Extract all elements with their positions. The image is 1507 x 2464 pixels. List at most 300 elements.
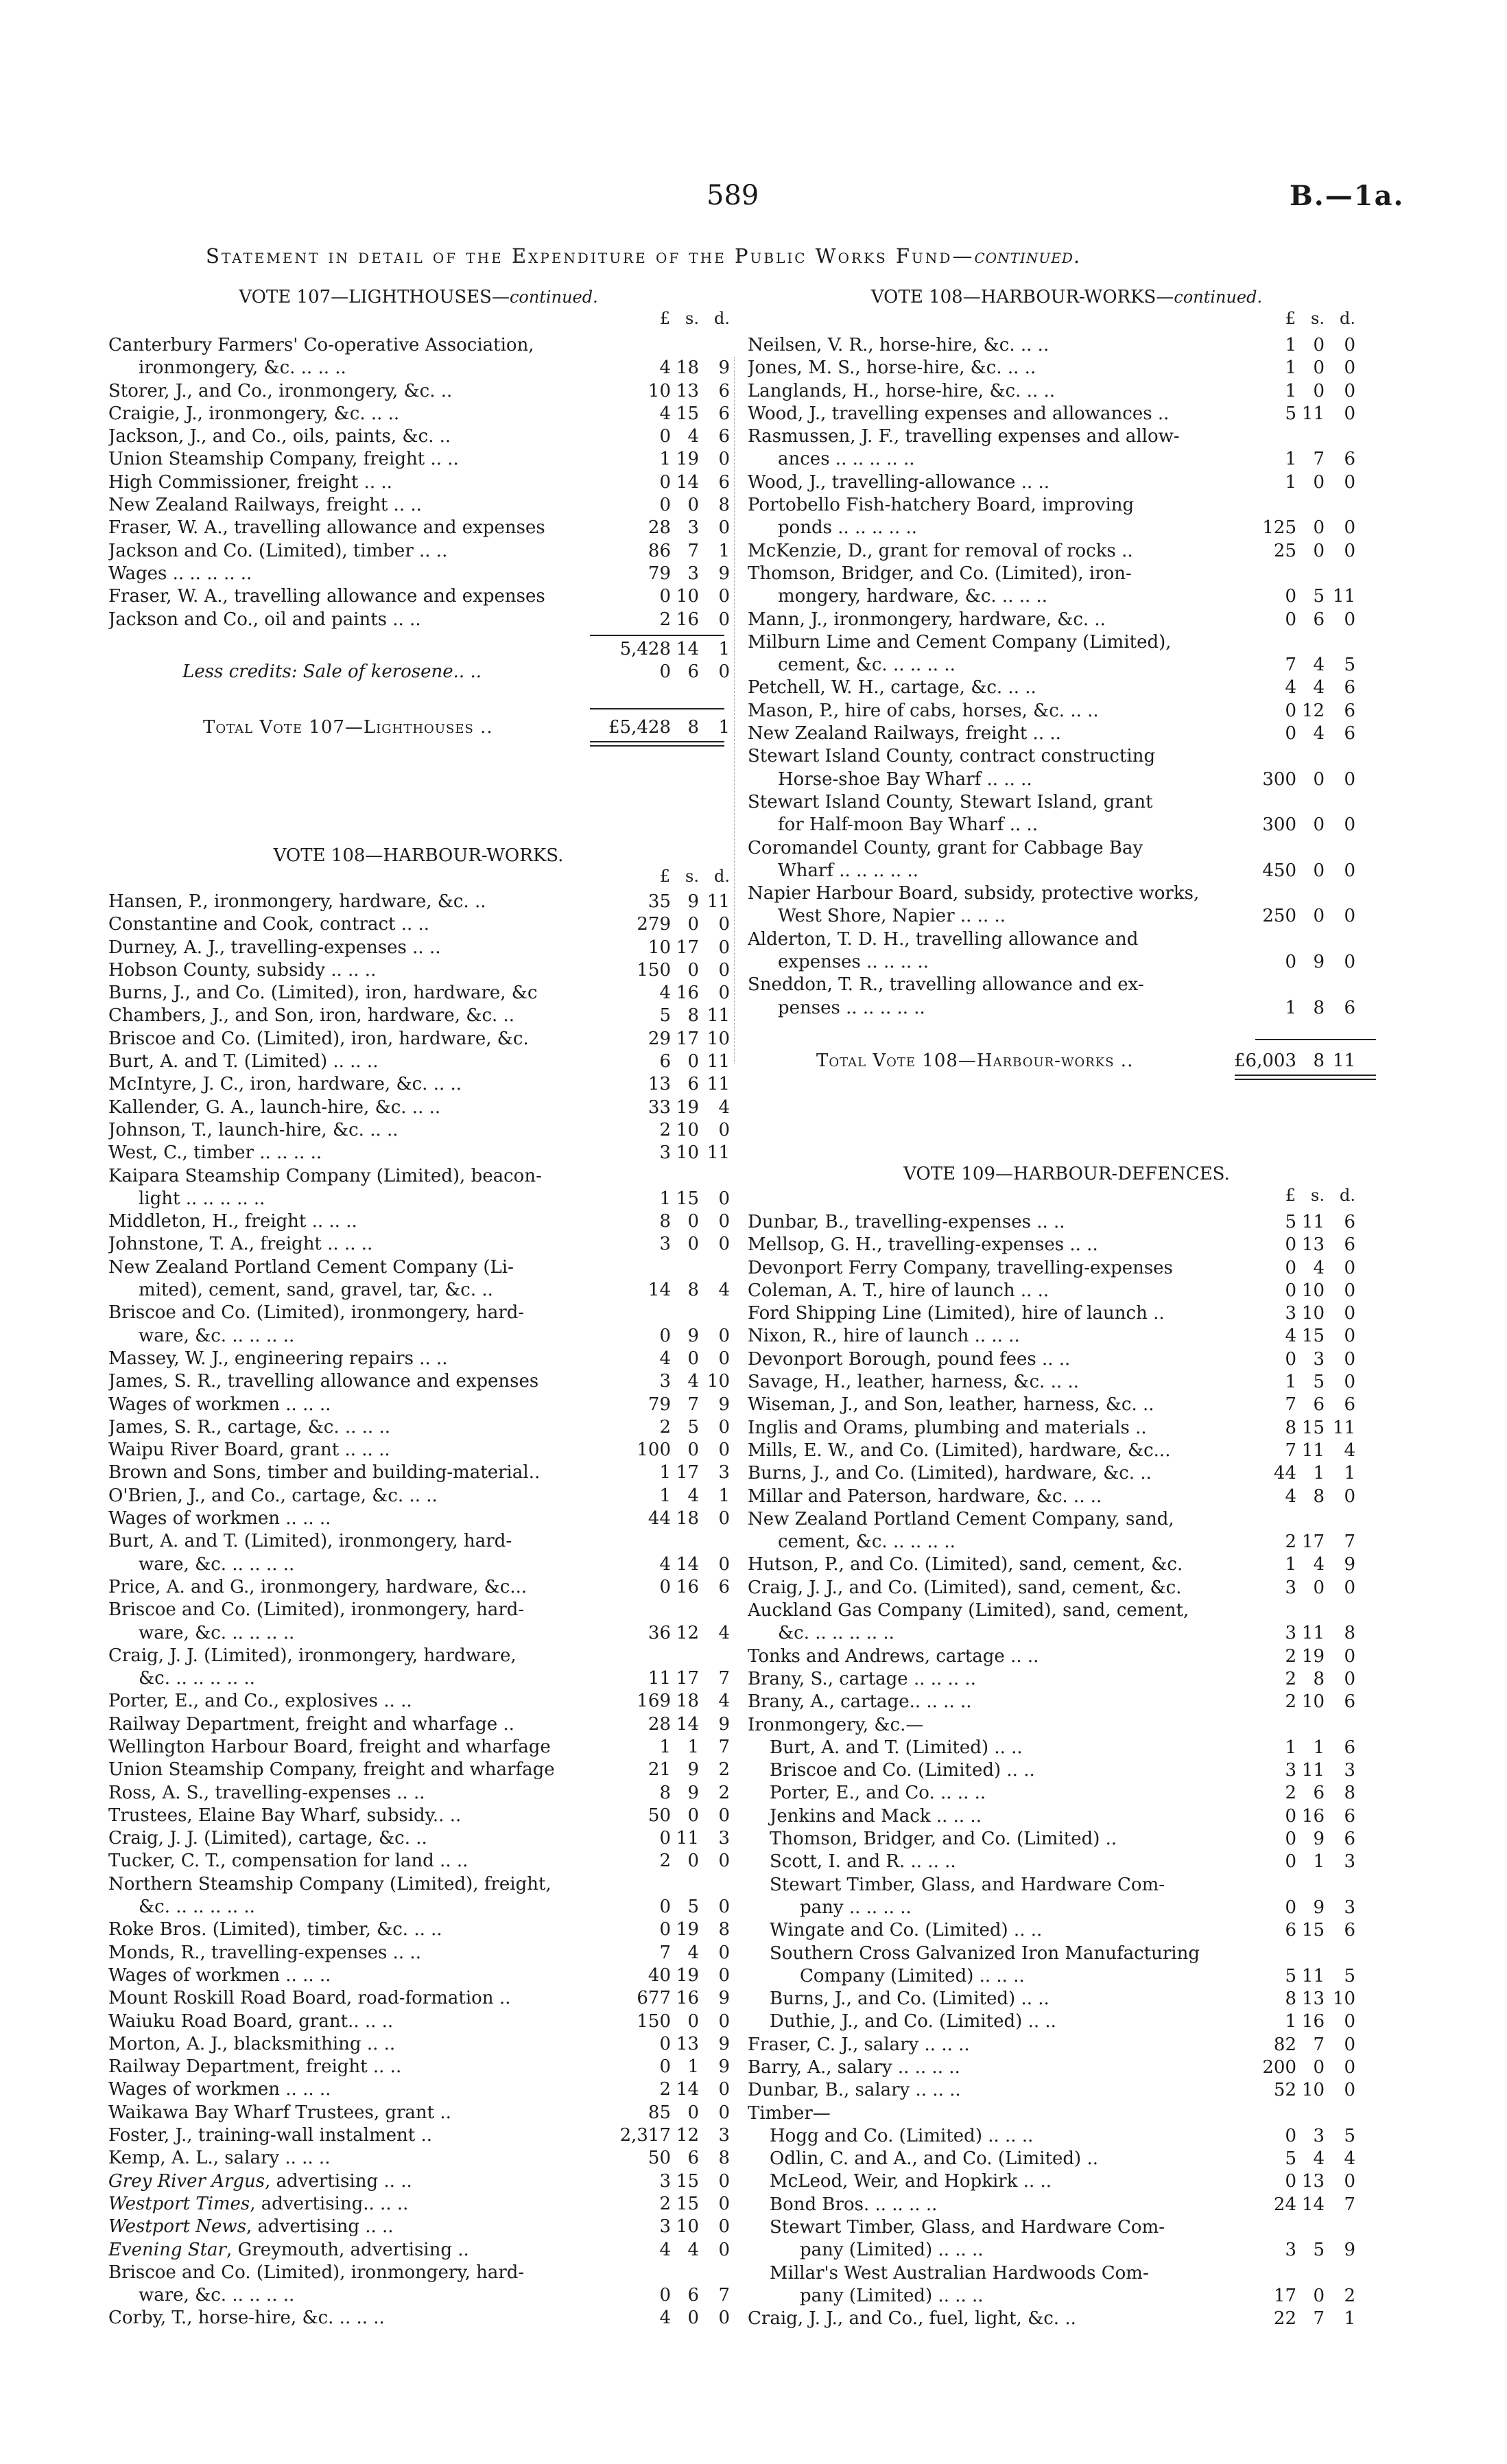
entry-description: Canterbury Farmers' Co-operative Association, <box>108 335 534 355</box>
amount-shillings: 12 <box>676 1622 699 1643</box>
amount-pounds: 2 <box>1285 1532 1296 1553</box>
amount-pence: 9 <box>718 1394 730 1415</box>
amount-pounds: 33 <box>648 1096 671 1118</box>
vote-107-less-credits: Less credits: Sale of kerosene.. .. 0 6 0 <box>182 661 730 683</box>
amount-shillings: 5 <box>1313 1372 1325 1393</box>
ledger-row <box>108 1667 730 1690</box>
amount-pounds: 3 <box>659 2170 671 2192</box>
amount-pounds: 44 <box>1273 1463 1296 1484</box>
amount-pounds: 4 <box>1285 1326 1296 1347</box>
amount-shillings: 8 <box>687 1005 699 1026</box>
amount-pence: 3 <box>718 1828 730 1849</box>
amount-shillings: 8 <box>1313 1486 1325 1507</box>
amount-pence: 0 <box>718 2308 730 2329</box>
ledger-row <box>108 2102 730 2124</box>
amount-pounds: 200 <box>1262 2056 1296 2078</box>
entry-description: Burns, J., and Co. (Limited) .. .. <box>770 1988 1049 2010</box>
amount-shillings: 0 <box>687 1805 699 1826</box>
amount-pence: 4 <box>1344 2148 1355 2170</box>
amount-pence: 1 <box>1344 1463 1355 1484</box>
amount-pence: 0 <box>718 1851 730 1872</box>
amount-pounds: 1 <box>1285 997 1296 1018</box>
amount-pence: 11 <box>707 891 730 912</box>
amount-pence: 0 <box>1344 1303 1355 1324</box>
ledger-row <box>108 1416 730 1439</box>
ledger-row <box>108 1896 730 1919</box>
ledger-row <box>748 1805 1386 1828</box>
vote-107-currency-header <box>108 307 730 330</box>
ledger-row <box>108 1142 730 1164</box>
entry-description: Thomson, Bridger, and Co. (Limited) .. <box>770 1829 1117 1850</box>
entry-description: Brany, A., cartage.. .. .. .. <box>748 1691 972 1713</box>
amount-shillings: 4 <box>1313 677 1325 699</box>
entry-description: Roke Bros. (Limited), timber, &c. .. .. <box>108 1919 442 1940</box>
ledger-row <box>748 882 1386 905</box>
ledger-row <box>748 1531 1386 1553</box>
ledger-row <box>748 1645 1386 1668</box>
amount-pounds: 0 <box>1285 1829 1296 1850</box>
entry-description: Fraser, C. J., salary .. .. .. <box>748 2034 970 2055</box>
amount-pounds: 0 <box>1285 1348 1296 1370</box>
amount-pence: 4 <box>718 1691 730 1712</box>
amount-pence: 1 <box>718 540 730 561</box>
entry-description: Price, A. and G., ironmongery, hardware, &c... <box>108 1576 527 1597</box>
entry-description: Burns, J., and Co. (Limited), hardware, &c. .. <box>748 1463 1152 1484</box>
amount-pence: 0 <box>718 449 730 470</box>
amount-shillings: 0 <box>1313 357 1325 379</box>
entry-description: Savage, H., leather, harness, &c. .. .. <box>748 1372 1079 1393</box>
ledger-row <box>748 1828 1386 1851</box>
entry-description: Devonport Ferry Company, travelling-expenses <box>748 1257 1173 1278</box>
amount-pounds: 0 <box>1285 1257 1296 1278</box>
amount-pounds: 2 <box>1285 1668 1296 1689</box>
ledger-row <box>748 1417 1386 1440</box>
amount-pence: 7 <box>1344 2194 1355 2215</box>
ledger-row <box>748 928 1386 951</box>
amount-pounds: 2 <box>659 1119 671 1140</box>
ledger-row <box>748 1988 1386 2010</box>
ledger-row <box>748 1553 1386 1576</box>
amount-shillings: 0 <box>1313 540 1325 561</box>
vote-108-double-rule-1 <box>1235 1075 1376 1076</box>
amount-pence: 0 <box>718 937 730 958</box>
entry-description: Portobello Fish-hatchery Board, improving <box>748 495 1135 516</box>
ledger-row <box>108 2170 730 2193</box>
amount-pence: 7 <box>718 1736 730 1757</box>
amount-pounds: 0 <box>659 2033 671 2054</box>
amount-pounds: 4 <box>659 403 671 424</box>
ledger-row <box>108 1051 730 1073</box>
amount-pence: 9 <box>718 1713 730 1735</box>
ledger-row <box>108 403 730 425</box>
entry-description: Wharf .. .. .. .. .. <box>778 860 918 881</box>
ledger-row <box>748 2216 1386 2239</box>
amount-shillings: 6 <box>1313 1394 1325 1416</box>
entry-description: Briscoe and Co. (Limited), iron, hardware, &c. <box>108 1028 529 1049</box>
amount-shillings: 5 <box>687 1897 699 1918</box>
entry-description: Massey, W. J., engineering repairs .. .. <box>108 1348 448 1369</box>
entry-description: Wages of workmen .. .. .. <box>108 1508 331 1529</box>
vote-108-total: Total Vote 108—Harbour-works .. £6,003 8 11 <box>748 1050 1386 1072</box>
entry-description: Tonks and Andrews, cartage .. .. <box>748 1645 1039 1667</box>
entry-description: Fraser, W. A., travelling allowance and expenses <box>108 586 545 607</box>
amount-pence: 0 <box>1344 2056 1355 2078</box>
ledger-row <box>108 1119 730 1142</box>
amount-shillings: 0 <box>1313 471 1325 493</box>
ledger-row <box>748 517 1386 539</box>
amount-pounds: 24 <box>1273 2194 1296 2215</box>
entry-description: penses .. .. .. .. .. <box>778 997 925 1018</box>
ledger-row <box>748 1599 1386 1622</box>
amount-pence: 2 <box>718 1759 730 1781</box>
amount-pence: 0 <box>718 2193 730 2214</box>
ledger-row <box>108 1713 730 1736</box>
ledger-row <box>108 2284 730 2307</box>
entry-description: Petchell, W. H., cartage, &c. .. .. <box>748 677 1036 699</box>
amount-shillings: 7 <box>687 540 699 561</box>
ledger-row <box>108 1188 730 1210</box>
ledger-row <box>108 357 730 379</box>
amount-pence: 3 <box>718 2125 730 2146</box>
ledger-row <box>108 2033 730 2056</box>
ledger-row <box>748 494 1386 517</box>
vote-108-items <box>108 891 730 2330</box>
ledger-row <box>748 1440 1386 1462</box>
entry-description: Corby, T., horse-hire, &c. .. .. .. <box>108 2308 385 2329</box>
amount-pence: 11 <box>707 1074 730 1095</box>
amount-pounds: 14 <box>648 1280 671 1301</box>
entry-description: McIntyre, J. C., iron, hardware, &c. .. .. <box>108 1074 462 1095</box>
entry-description: ware, &c. .. .. .. .. <box>139 1553 295 1575</box>
entry-description: Kemp, A. L., salary .. .. .. <box>108 2148 331 2169</box>
ledger-row <box>108 1325 730 1348</box>
amount-pounds: 3 <box>659 1371 671 1392</box>
ledger-row <box>748 1668 1386 1691</box>
amount-pence: 0 <box>1344 471 1355 493</box>
amount-shillings: 10 <box>676 586 699 607</box>
amount-shillings: 16 <box>1301 2011 1325 2032</box>
amount-shillings: 3 <box>1313 1348 1325 1370</box>
amount-pence: 0 <box>718 517 730 539</box>
amount-shillings: 15 <box>1301 1920 1325 1941</box>
amount-pounds: 300 <box>1262 768 1296 790</box>
amount-pounds: 169 <box>637 1691 671 1712</box>
amount-pounds: 7 <box>1285 1440 1296 1461</box>
amount-pounds: 0 <box>659 586 671 607</box>
amount-shillings: 7 <box>1313 2308 1325 2330</box>
amount-pence: 0 <box>1344 1668 1355 1689</box>
amount-shillings: 18 <box>676 1508 699 1529</box>
amount-pounds: 0 <box>659 1897 671 1918</box>
amount-pence: 0 <box>718 1553 730 1575</box>
entry-description: Sneddon, T. R., travelling allowance and ex- <box>748 974 1144 996</box>
ledger-row <box>108 517 730 539</box>
entry-description: &c. .. .. .. .. .. <box>139 1897 255 1918</box>
amount-shillings: 0 <box>687 1440 699 1461</box>
amount-shillings: 0 <box>687 2102 699 2123</box>
amount-pounds: 85 <box>648 2102 671 2123</box>
amount-pence: 3 <box>1344 1897 1355 1918</box>
entry-description: Millar's West Australian Hardwoods Com- <box>770 2262 1149 2284</box>
entry-description: Craig, J. J., and Co., fuel, light, &c. .. <box>748 2308 1076 2330</box>
amount-shillings: 13 <box>676 2033 699 2054</box>
entry-description: Coleman, A. T., hire of launch .. .. <box>748 1280 1049 1301</box>
ledger-row <box>748 2079 1386 2102</box>
amount-shillings: 0 <box>1313 768 1325 790</box>
amount-pence: 6 <box>718 426 730 447</box>
amount-pounds: 6 <box>659 1051 671 1072</box>
amount-shillings: 16 <box>676 1988 699 2009</box>
amount-pounds: 35 <box>648 891 671 912</box>
amount-shillings: 19 <box>676 449 699 470</box>
amount-pence: 11 <box>707 1005 730 1026</box>
amount-pence: 0 <box>718 1805 730 1826</box>
entry-description: Kallender, G. A., launch-hire, &c. .. .. <box>108 1096 441 1118</box>
entry-description: Wellington Harbour Board, freight and wharfage <box>108 1736 551 1757</box>
vote-107-subtotal: 5,428 14 1 <box>619 639 730 659</box>
entry-description: Company (Limited) .. .. .. <box>800 1965 1025 1986</box>
amount-pounds: 0 <box>659 1828 671 1849</box>
amount-shillings: 17 <box>676 1028 699 1049</box>
entry-description: Jackson and Co. (Limited), timber .. .. <box>108 540 448 561</box>
ledger-row <box>108 1942 730 1964</box>
amount-pence: 0 <box>718 1508 730 1529</box>
vote-107-items <box>108 334 730 631</box>
amount-pounds: 0 <box>659 1325 671 1346</box>
amount-pence: 0 <box>1344 380 1355 401</box>
entry-description: Southern Cross Galvanized Iron Manufacturing <box>770 1943 1200 1964</box>
amount-pence: 6 <box>1344 1691 1355 1713</box>
vote-108-continued-title <box>748 287 1386 307</box>
amount-shillings: 17 <box>1301 1532 1325 1553</box>
amount-pence: 6 <box>1344 1394 1355 1416</box>
ledger-row <box>748 1280 1386 1302</box>
entry-description: Briscoe and Co. (Limited), ironmongery, hard- <box>108 1599 525 1621</box>
amount-pence: 0 <box>1344 1326 1355 1347</box>
amount-pounds: 25 <box>1273 540 1296 561</box>
entry-description: Dunbar, B., salary .. .. .. <box>748 2080 961 2101</box>
ledger-row <box>748 471 1386 494</box>
amount-shillings: 14 <box>1301 2194 1325 2215</box>
amount-pence: 0 <box>1344 1486 1355 1507</box>
amount-pence: 0 <box>718 609 730 630</box>
ledger-row <box>748 425 1386 448</box>
entry-description: New Zealand Portland Cement Company, sand, <box>748 1508 1174 1529</box>
amount-pence: 9 <box>718 2056 730 2078</box>
ledger-row <box>748 837 1386 860</box>
amount-shillings: 0 <box>1313 2056 1325 2078</box>
ledger-row <box>108 2147 730 2170</box>
amount-shillings: 4 <box>1313 1554 1325 1575</box>
ledger-row <box>108 891 730 913</box>
amount-pence: 0 <box>718 2010 730 2032</box>
amount-pounds: 1 <box>1285 1737 1296 1758</box>
entry-description: pany .. .. .. .. <box>800 1897 912 1918</box>
amount-pounds: 17 <box>1273 2285 1296 2306</box>
amount-pence: 0 <box>1344 2080 1355 2101</box>
ledger-row <box>748 2102 1386 2125</box>
amount-shillings: 16 <box>1301 1805 1325 1827</box>
amount-pence: 4 <box>1344 1440 1355 1461</box>
ledger-row <box>748 723 1386 745</box>
amount-shillings: 5 <box>1313 2240 1325 2261</box>
amount-pounds: 7 <box>659 1942 671 1963</box>
amount-pence: 4 <box>718 1280 730 1301</box>
amount-pence: 10 <box>707 1371 730 1392</box>
amount-shillings: 0 <box>1313 2285 1325 2306</box>
entry-description: Wood, J., travelling-allowance .. .. <box>748 471 1050 493</box>
amount-pounds: 79 <box>648 1394 671 1415</box>
entry-description: Union Steamship Company, freight and wharfage <box>108 1759 555 1781</box>
amount-pounds: 2 <box>659 1851 671 1872</box>
amount-pence: 0 <box>1344 1577 1355 1598</box>
entry-description: &c. .. .. .. .. .. <box>778 1623 894 1644</box>
ledger-row <box>748 745 1386 768</box>
amount-pence: 0 <box>1344 2011 1355 2032</box>
ledger-row <box>108 1005 730 1027</box>
entry-description: Mount Roskill Road Board, road-formation .. <box>108 1988 511 2009</box>
amount-pounds: 3 <box>1285 1760 1296 1781</box>
entry-description: New Zealand Portland Cement Company (Li- <box>108 1256 514 1278</box>
amount-pounds: 3 <box>1285 1623 1296 1644</box>
amount-pence: 8 <box>718 495 730 516</box>
entry-description: Jones, M. S., horse-hire, &c. .. .. <box>748 357 1036 379</box>
entry-description: Millar and Paterson, hardware, &c. .. .. <box>748 1486 1102 1507</box>
ledger-row <box>108 937 730 959</box>
amount-pounds: 0 <box>659 2056 671 2078</box>
amount-pence: 10 <box>1332 1988 1355 2010</box>
amount-pence: 11 <box>1332 586 1355 607</box>
ledger-row <box>748 631 1386 654</box>
amount-pence: 0 <box>718 2216 730 2238</box>
amount-pounds: 1 <box>659 1462 671 1483</box>
amount-shillings: 17 <box>676 1668 699 1689</box>
ledger-row <box>108 1782 730 1805</box>
amount-pence: 8 <box>718 2148 730 2169</box>
amount-pence: 3 <box>1344 1851 1355 1873</box>
ledger-row <box>108 1507 730 1530</box>
entry-description: New Zealand Railways, freight .. .. <box>748 723 1061 744</box>
amount-pounds: 100 <box>637 1440 671 1461</box>
ledger-row <box>108 1348 730 1370</box>
amount-pence: 0 <box>718 914 730 935</box>
amount-pounds: 2 <box>659 609 671 630</box>
column-divider <box>734 357 735 1064</box>
amount-pence: 0 <box>1344 860 1355 881</box>
entry-description: Inglis and Orams, plumbing and materials .. <box>748 1417 1147 1438</box>
entry-description: Union Steamship Company, freight .. .. <box>108 449 459 470</box>
amount-pounds: 7 <box>1285 1394 1296 1416</box>
vote-109-items <box>748 1211 1386 2331</box>
ledger-row <box>748 2010 1386 2033</box>
entry-description: Craigie, J., ironmongery, &c. .. .. <box>108 403 400 424</box>
amount-shillings: 15 <box>676 2170 699 2192</box>
entry-description: Burt, A. and T. (Limited) .. .. .. <box>108 1051 379 1072</box>
amount-shillings: 4 <box>687 426 699 447</box>
amount-pence: 0 <box>1344 1257 1355 1278</box>
amount-shillings: 14 <box>676 1553 699 1575</box>
amount-pounds: 28 <box>648 517 671 539</box>
amount-pounds: 10 <box>648 380 671 401</box>
amount-pounds: 86 <box>648 540 671 561</box>
amount-pounds: 52 <box>1273 2080 1296 2101</box>
amount-pence: 11 <box>1332 1417 1355 1438</box>
entry-description: Waipu River Board, grant .. .. .. <box>108 1440 390 1461</box>
amount-shillings: 1 <box>1313 1851 1325 1873</box>
entry-description: Waikawa Bay Wharf Trustees, grant .. <box>108 2102 451 2123</box>
amount-pence: 0 <box>1344 609 1355 630</box>
ledger-row <box>748 1325 1386 1348</box>
entry-description: Odlin, C. and A., and Co. (Limited) .. <box>770 2148 1098 2170</box>
amount-pounds: 2 <box>659 2079 671 2100</box>
amount-pence: 0 <box>1344 335 1355 355</box>
amount-pounds: 677 <box>637 1988 671 2009</box>
entry-description: cement, &c. .. .. .. .. <box>778 1532 956 1553</box>
amount-pence: 0 <box>1344 952 1355 973</box>
ledger-row <box>748 1394 1386 1416</box>
amount-shillings: 10 <box>1301 1303 1325 1324</box>
amount-pence: 0 <box>1344 1372 1355 1393</box>
amount-shillings: 11 <box>676 1828 699 1849</box>
amount-shillings: 11 <box>1301 1623 1325 1644</box>
amount-pence: 0 <box>1344 768 1355 790</box>
amount-pence: 0 <box>718 1234 730 1255</box>
amount-pounds: 0 <box>1285 2125 1296 2146</box>
amount-pounds: 0 <box>1285 1805 1296 1827</box>
amount-pence: 3 <box>718 1462 730 1483</box>
entry-description: Waiuku Road Board, grant.. .. .. <box>108 2010 394 2032</box>
amount-pence: 6 <box>1344 1212 1355 1232</box>
ledger-row <box>748 2170 1386 2193</box>
ledger-row <box>748 997 1386 1020</box>
vote-107-title-text: VOTE 107—LIGHTHOUSES— <box>239 287 510 307</box>
ledger-row <box>748 563 1386 585</box>
entry-description: Stewart Island County, Stewart Island, grant <box>748 791 1153 812</box>
vote-109-currency-header: £ s. d. <box>1285 1186 1355 1205</box>
entry-description: Nixon, R., hire of launch .. .. .. <box>748 1326 1020 1347</box>
amount-pence: 6 <box>1344 1234 1355 1256</box>
ledger-row <box>108 2010 730 2033</box>
amount-pence: 6 <box>1344 677 1355 699</box>
vote-108-currency-header: £ s. d. <box>659 867 730 886</box>
newspaper-title: Westport News <box>108 2216 246 2238</box>
amount-pounds: 50 <box>648 1805 671 1826</box>
amount-shillings: 19 <box>676 1919 699 1940</box>
amount-pence: 9 <box>718 2033 730 2054</box>
amount-pence: 0 <box>1344 1645 1355 1667</box>
amount-shillings: 0 <box>687 2308 699 2329</box>
ledger-row <box>748 357 1386 379</box>
amount-pounds: 300 <box>1262 814 1296 836</box>
amount-pounds: 82 <box>1273 2034 1296 2055</box>
amount-shillings: 4 <box>687 1371 699 1392</box>
amount-shillings: 0 <box>687 1051 699 1072</box>
amount-shillings: 7 <box>1313 449 1325 470</box>
ledger-row <box>108 563 730 585</box>
amount-pounds: 0 <box>1285 952 1296 973</box>
amount-pounds: 1 <box>1285 471 1296 493</box>
amount-shillings: 16 <box>676 1576 699 1597</box>
amount-pounds: 0 <box>659 1576 671 1597</box>
amount-pounds: 0 <box>1285 609 1296 630</box>
ledger-row <box>748 2125 1386 2148</box>
entry-description: West, C., timber .. .. .. .. <box>108 1142 322 1164</box>
ledger-row <box>108 2193 730 2216</box>
amount-pounds: 1 <box>1285 1372 1296 1393</box>
amount-shillings: 4 <box>1313 723 1325 744</box>
entry-description: Ford Shipping Line (Limited), hire of launch .. <box>748 1303 1165 1324</box>
amount-shillings: 15 <box>1301 1326 1325 1347</box>
